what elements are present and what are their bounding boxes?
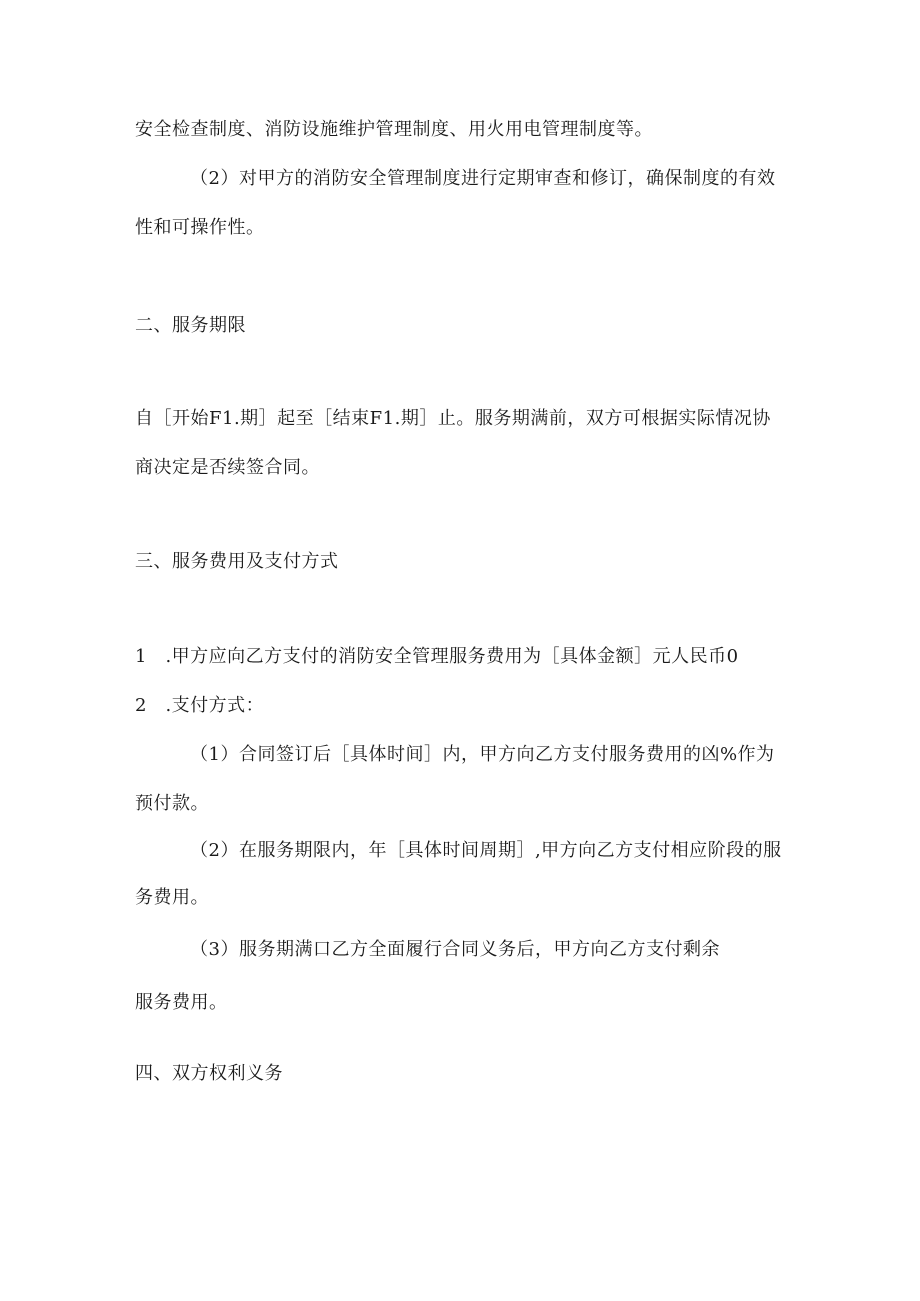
- paragraph-line: 预付款。: [135, 793, 209, 814]
- list-item: 2 .支付方式：: [135, 695, 265, 716]
- paragraph-line: （1）合同签订后［具体时间］内，甲方向乙方支付服务费用的凶%作为: [190, 744, 775, 765]
- paragraph-line: 自［开始F1.期］起至［结束F1.期］止。服务期满前，双方可根据实际情况协: [135, 408, 771, 429]
- list-item: 1 .甲方应向乙方支付的消防安全管理服务费用为［具体金额］元人民币0: [135, 646, 739, 667]
- section-heading: 三、服务费用及支付方式: [135, 551, 339, 572]
- section-heading: 二、服务期限: [135, 315, 246, 336]
- paragraph-line: （2）在服务期限内，年［具体时间周期］,甲方向乙方支付相应阶段的服: [190, 840, 782, 861]
- paragraph-line: （2）对甲方的消防安全管理制度进行定期审查和修订，确保制度的有效: [190, 168, 776, 189]
- paragraph-line: 性和可操作性。: [135, 217, 265, 238]
- paragraph-line: 服务费用。: [135, 992, 228, 1013]
- paragraph-line: （3）服务期满口乙方全面履行合同义务后，甲方向乙方支付剩余: [190, 939, 720, 960]
- section-heading: 四、双方权利义务: [135, 1063, 283, 1084]
- paragraph-line: 务费用。: [135, 887, 209, 908]
- paragraph-line: 安全检查制度、消防设施维护管理制度、用火用电管理制度等。: [135, 119, 653, 140]
- paragraph-line: 商决定是否续签合同。: [135, 457, 320, 478]
